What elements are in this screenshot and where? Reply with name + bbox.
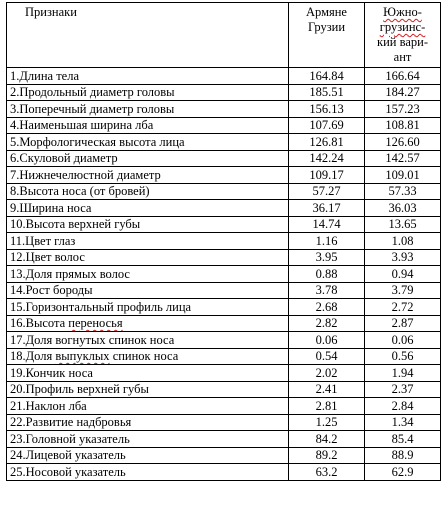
south-georgian-value: 88.9 [391,448,414,462]
armenians-value: 2.81 [315,398,338,413]
south-georgian-value-cell [365,332,441,349]
feature-name-cell [7,315,289,332]
header-south-line-4: ант [393,50,412,64]
feature-name: 3.Поперечный диаметр головы [10,101,175,116]
feature-name: 15.Горизонтальный профиль лица [10,299,192,314]
table-row [7,150,441,167]
table-row [7,84,441,101]
armenians-value-cell [289,431,365,448]
armenians-value-cell [289,134,365,151]
south-georgian-value: 142.57 [385,151,420,165]
feature-name-cell [7,200,289,217]
south-georgian-value-cell [365,431,441,448]
feature-name-cell [7,266,289,283]
armenians-value-cell [289,266,365,283]
south-georgian-value-cell [365,84,441,101]
south-georgian-value-cell [365,216,441,233]
header-features [7,3,289,68]
feature-name-cell [7,282,289,299]
south-georgian-value: 0.94 [391,266,414,281]
armenians-value: 156.13 [309,101,344,116]
feature-name-cell [7,68,289,85]
table-row [7,200,441,217]
feature-name-cell [7,381,289,398]
feature-name: 18.Доля выпуклых спинок носа [10,349,179,363]
armenians-value: 3.78 [315,283,338,297]
armenians-value-cell [289,315,365,332]
table-row [7,398,441,415]
table-row [7,299,441,316]
table-row [7,414,441,431]
feature-name: 12.Цвет волос [10,250,85,264]
table-row [7,315,441,332]
table-body [7,3,441,481]
south-georgian-value-cell [365,233,441,250]
feature-name-cell [7,150,289,167]
south-georgian-value: 62.9 [391,464,414,479]
feature-name: 16.Высота переносья [10,316,123,330]
feature-name: 17.Доля вогнутых спинок носа [10,332,175,347]
armenians-value: 164.84 [309,68,344,83]
armenians-value-cell [289,68,365,85]
armenians-value-cell [289,150,365,167]
table-row [7,183,441,200]
feature-name-cell [7,117,289,134]
feature-name: 21.Наклон лба [10,398,87,413]
south-georgian-value-cell [365,101,441,118]
armenians-value-cell [289,299,365,316]
header-armenians-line-1: Армяне [306,5,347,19]
armenians-value: 3.95 [315,250,338,264]
armenians-value: 126.81 [309,134,344,149]
armenians-value: 2.02 [315,365,338,380]
armenians-value: 0.06 [315,332,338,347]
armenians-value-cell [289,398,365,415]
feature-name-cell [7,348,289,365]
table-row [7,68,441,85]
header-south-line-2: грузинс- [379,20,426,34]
armenians-value-cell [289,84,365,101]
armenians-value-cell [289,117,365,134]
table-row [7,365,441,382]
south-georgian-value-cell [365,282,441,299]
header-south-georgian [365,3,441,68]
armenians-value-cell [289,348,365,365]
south-georgian-value-cell [365,348,441,365]
south-georgian-value-cell [365,150,441,167]
south-georgian-value-cell [365,249,441,266]
feature-name: 25.Носовой указатель [10,464,126,479]
south-georgian-value: 0.56 [391,349,414,363]
feature-name: 6.Скуловой диаметр [10,151,118,165]
feature-name-cell [7,447,289,464]
table-row [7,117,441,134]
header-south-line-3: кий вари- [377,35,428,49]
table-row [7,431,441,448]
south-georgian-value: 1.34 [391,415,414,429]
feature-name-cell [7,167,289,184]
feature-name: 10.Высота верхней губы [10,217,141,231]
south-georgian-value-cell [365,447,441,464]
armenians-value: 14.74 [312,217,341,231]
header-south-line-1: Южно- [383,5,422,19]
south-georgian-value: 157.23 [385,101,420,116]
feature-name: 4.Наименьшая ширина лба [10,118,154,132]
armenians-value: 0.54 [315,349,338,363]
feature-name-cell [7,134,289,151]
armenians-value: 185.51 [309,85,344,99]
armenians-value: 142.24 [309,151,344,165]
south-georgian-value: 2.37 [391,382,414,396]
armenians-value-cell [289,233,365,250]
armenians-value: 1.16 [315,233,338,248]
south-georgian-value: 3.93 [391,250,414,264]
header-armenians [289,3,365,68]
feature-name-cell [7,183,289,200]
header-row [7,3,441,68]
feature-name: 2.Продольный диаметр головы [10,85,175,99]
south-georgian-value-cell [365,167,441,184]
south-georgian-value-cell [365,299,441,316]
table-row [7,266,441,283]
feature-name-cell [7,299,289,316]
south-georgian-value: 109.01 [385,167,420,182]
armenians-value-cell [289,183,365,200]
armenians-value-cell [289,249,365,266]
armenians-value-cell [289,381,365,398]
armenians-value-cell [289,332,365,349]
armenians-value: 0.88 [315,266,338,281]
armenians-value-cell [289,464,365,481]
south-georgian-value-cell [365,266,441,283]
south-georgian-value: 36.03 [388,200,417,215]
feature-name: 14.Рост бороды [10,283,93,297]
armenians-value: 84.2 [315,431,338,446]
armenians-value-cell [289,167,365,184]
table-row [7,101,441,118]
armenians-value: 63.2 [315,464,338,479]
south-georgian-value: 2.84 [391,398,414,413]
south-georgian-value: 0.06 [391,332,414,347]
armenians-value-cell [289,447,365,464]
table-row [7,332,441,349]
feature-name: 11.Цвет глаз [10,233,76,248]
comparison-table [6,2,441,481]
armenians-value-cell [289,101,365,118]
table-row [7,216,441,233]
armenians-value: 36.17 [312,200,341,215]
armenians-value-cell [289,216,365,233]
south-georgian-value-cell [365,464,441,481]
feature-name: 22.Развитие надбровья [10,415,132,429]
table-row [7,447,441,464]
feature-name: 8.Высота носа (от бровей) [10,184,150,198]
table-row [7,249,441,266]
armenians-value-cell [289,200,365,217]
armenians-value-cell [289,282,365,299]
feature-name-cell [7,414,289,431]
south-georgian-value-cell [365,200,441,217]
south-georgian-value: 2.87 [391,316,414,330]
feature-name-cell [7,249,289,266]
armenians-value: 1.25 [315,415,338,429]
armenians-value: 2.68 [315,299,338,314]
feature-name: 19.Кончик носа [10,365,93,380]
south-georgian-value: 1.94 [391,365,414,380]
south-georgian-value: 13.65 [388,217,417,231]
south-georgian-value-cell [365,68,441,85]
feature-name: 13.Доля прямых волос [10,266,130,281]
feature-name: 7.Нижнечелюстной диаметр [10,167,161,182]
south-georgian-value: 108.81 [385,118,420,132]
south-georgian-value-cell [365,183,441,200]
armenians-value: 2.41 [315,382,338,396]
south-georgian-value: 126.60 [385,134,420,149]
south-georgian-value-cell [365,365,441,382]
feature-name-cell [7,233,289,250]
feature-name: 1.Длина тела [10,68,79,83]
feature-name-cell [7,216,289,233]
feature-name: 5.Морфологическая высота лица [10,134,185,149]
armenians-value: 107.69 [309,118,344,132]
table-row [7,167,441,184]
south-georgian-value: 57.33 [388,184,417,198]
table-row [7,348,441,365]
south-georgian-value-cell [365,381,441,398]
feature-name-cell [7,398,289,415]
south-georgian-value: 184.27 [385,85,420,99]
table-row [7,134,441,151]
table-row [7,282,441,299]
feature-name-cell [7,332,289,349]
feature-name: 24.Лицевой указатель [10,448,126,462]
south-georgian-value-cell [365,315,441,332]
header-armenians-line-2: Грузии [307,20,346,34]
south-georgian-value: 85.4 [391,431,414,446]
feature-name: 9.Ширина носа [10,200,92,215]
feature-name-cell [7,431,289,448]
south-georgian-value-cell [365,117,441,134]
feature-name-cell [7,101,289,118]
armenians-value-cell [289,414,365,431]
feature-name: 20.Профиль верхней губы [10,382,149,396]
feature-name-cell [7,84,289,101]
feature-name-cell [7,365,289,382]
table-row [7,464,441,481]
south-georgian-value-cell [365,414,441,431]
south-georgian-value: 1.08 [391,233,414,248]
armenians-value: 2.82 [315,316,338,330]
armenians-value-cell [289,365,365,382]
feature-name: 23.Головной указатель [10,431,130,446]
south-georgian-value-cell [365,398,441,415]
feature-name-cell [7,464,289,481]
armenians-value: 109.17 [309,167,344,182]
south-georgian-value: 166.64 [385,68,420,83]
armenians-value: 57.27 [312,184,341,198]
south-georgian-value-cell [365,134,441,151]
armenians-value: 89.2 [315,448,338,462]
south-georgian-value: 2.72 [391,299,414,314]
header-features-label: Признаки [25,5,77,19]
table-row [7,381,441,398]
south-georgian-value: 3.79 [391,283,414,297]
table-row [7,233,441,250]
